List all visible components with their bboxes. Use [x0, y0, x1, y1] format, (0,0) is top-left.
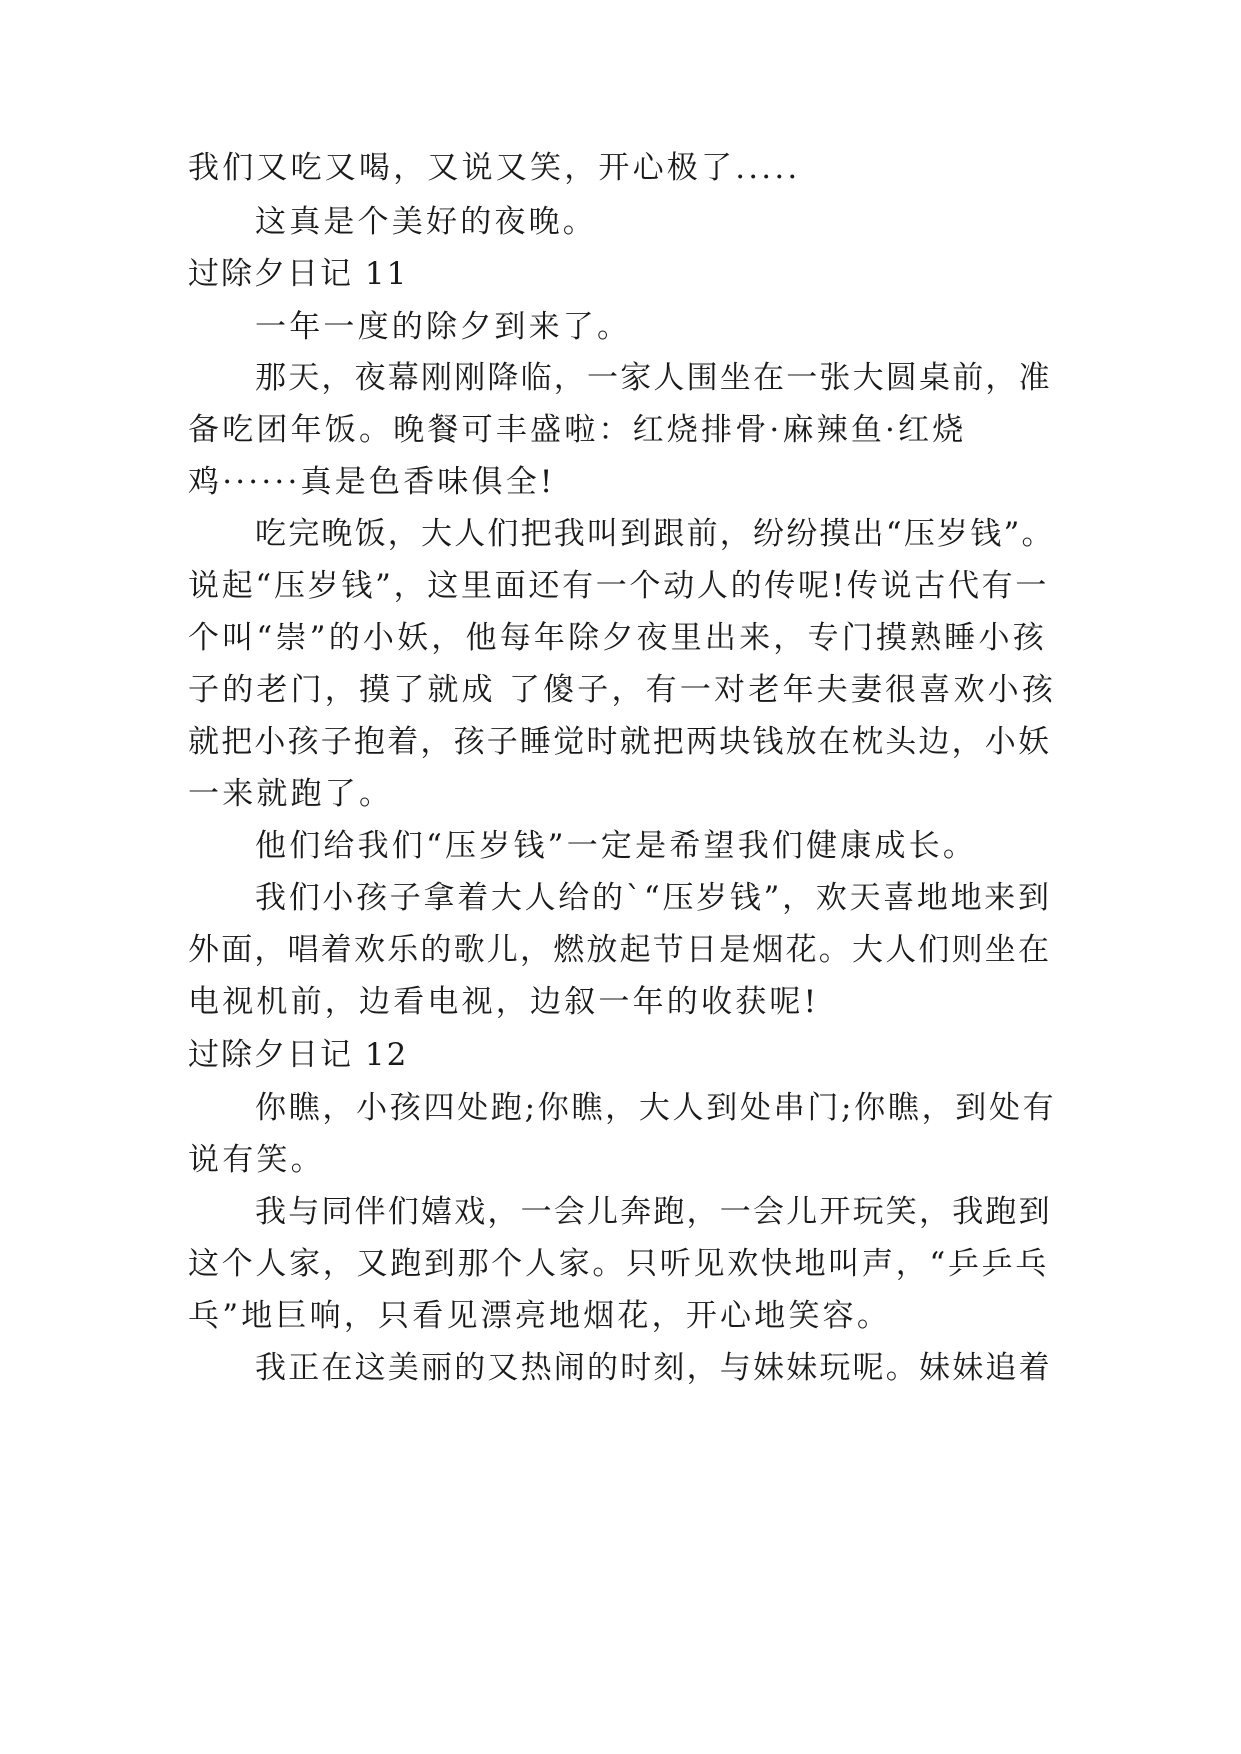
paragraph-line: 备吃团年饭。晚餐可丰盛啦：红烧排骨·麻辣鱼·红烧: [188, 412, 967, 448]
paragraph-line: 一来就跑了。: [188, 776, 394, 812]
paragraph-line: 我们小孩子拿着大人给的`“压岁钱”，欢天喜地地来到: [255, 880, 1052, 916]
paragraph-line: 我们又吃又喝，又说又笑，开心极了.....: [188, 150, 801, 186]
paragraph-line: 乓”地巨响，只看见漂亮地烟花，开心地笑容。: [188, 1298, 892, 1334]
paragraph-line: 他们给我们“压岁钱”一定是希望我们健康成长。: [255, 828, 978, 864]
paragraph-line: 说有笑。: [188, 1142, 325, 1178]
paragraph-line: 外面，唱着欢乐的歌儿，燃放起节日是烟花。大人们则坐在: [188, 932, 1052, 968]
paragraph-line: 个叫“崇”的小妖，他每年除夕夜里出来，专门摸熟睡小孩: [188, 620, 1047, 656]
paragraph-line: 这真是个美好的夜晚。: [255, 204, 597, 240]
paragraph-line: 子的老门，摸了就成 了傻子，有一对老年夫妻很喜欢小孩: [188, 672, 1057, 708]
paragraph-line: 电视机前，边看电视，边叙一年的收获呢!: [188, 984, 820, 1020]
section-heading: 过除夕日记 12: [188, 1037, 409, 1073]
section-heading: 过除夕日记 11: [188, 256, 409, 292]
paragraph-line: 你瞧，小孩四处跑;你瞧，大人到处串门;你瞧，到处有: [255, 1090, 1057, 1126]
paragraph-line: 鸡······真是色香味俱全!: [188, 464, 556, 500]
paragraph-line: 吃完晚饭，大人们把我叫到跟前，纷纷摸出“压岁钱”。: [255, 516, 1055, 552]
paragraph-line: 就把小孩子抱着，孩子睡觉时就把两块钱放在枕头边，小妖: [188, 724, 1052, 760]
paragraph-line: 说起“压岁钱”，这里面还有一个动人的传呢!传说古代有一: [188, 568, 1050, 604]
paragraph-line: 一年一度的除夕到来了。: [255, 309, 632, 345]
paragraph-line: 我正在这美丽的又热闹的时刻，与妹妹玩呢。妹妹追着: [255, 1350, 1052, 1386]
paragraph-line: 我与同伴们嬉戏，一会儿奔跑，一会儿开玩笑，我跑到: [255, 1194, 1052, 1230]
paragraph-line: 那天，夜幕刚刚降临，一家人围坐在一张大圆桌前，准: [255, 360, 1052, 396]
paragraph-line: 这个人家，又跑到那个人家。只听见欢快地叫声，“乒乒乓: [188, 1246, 1050, 1282]
